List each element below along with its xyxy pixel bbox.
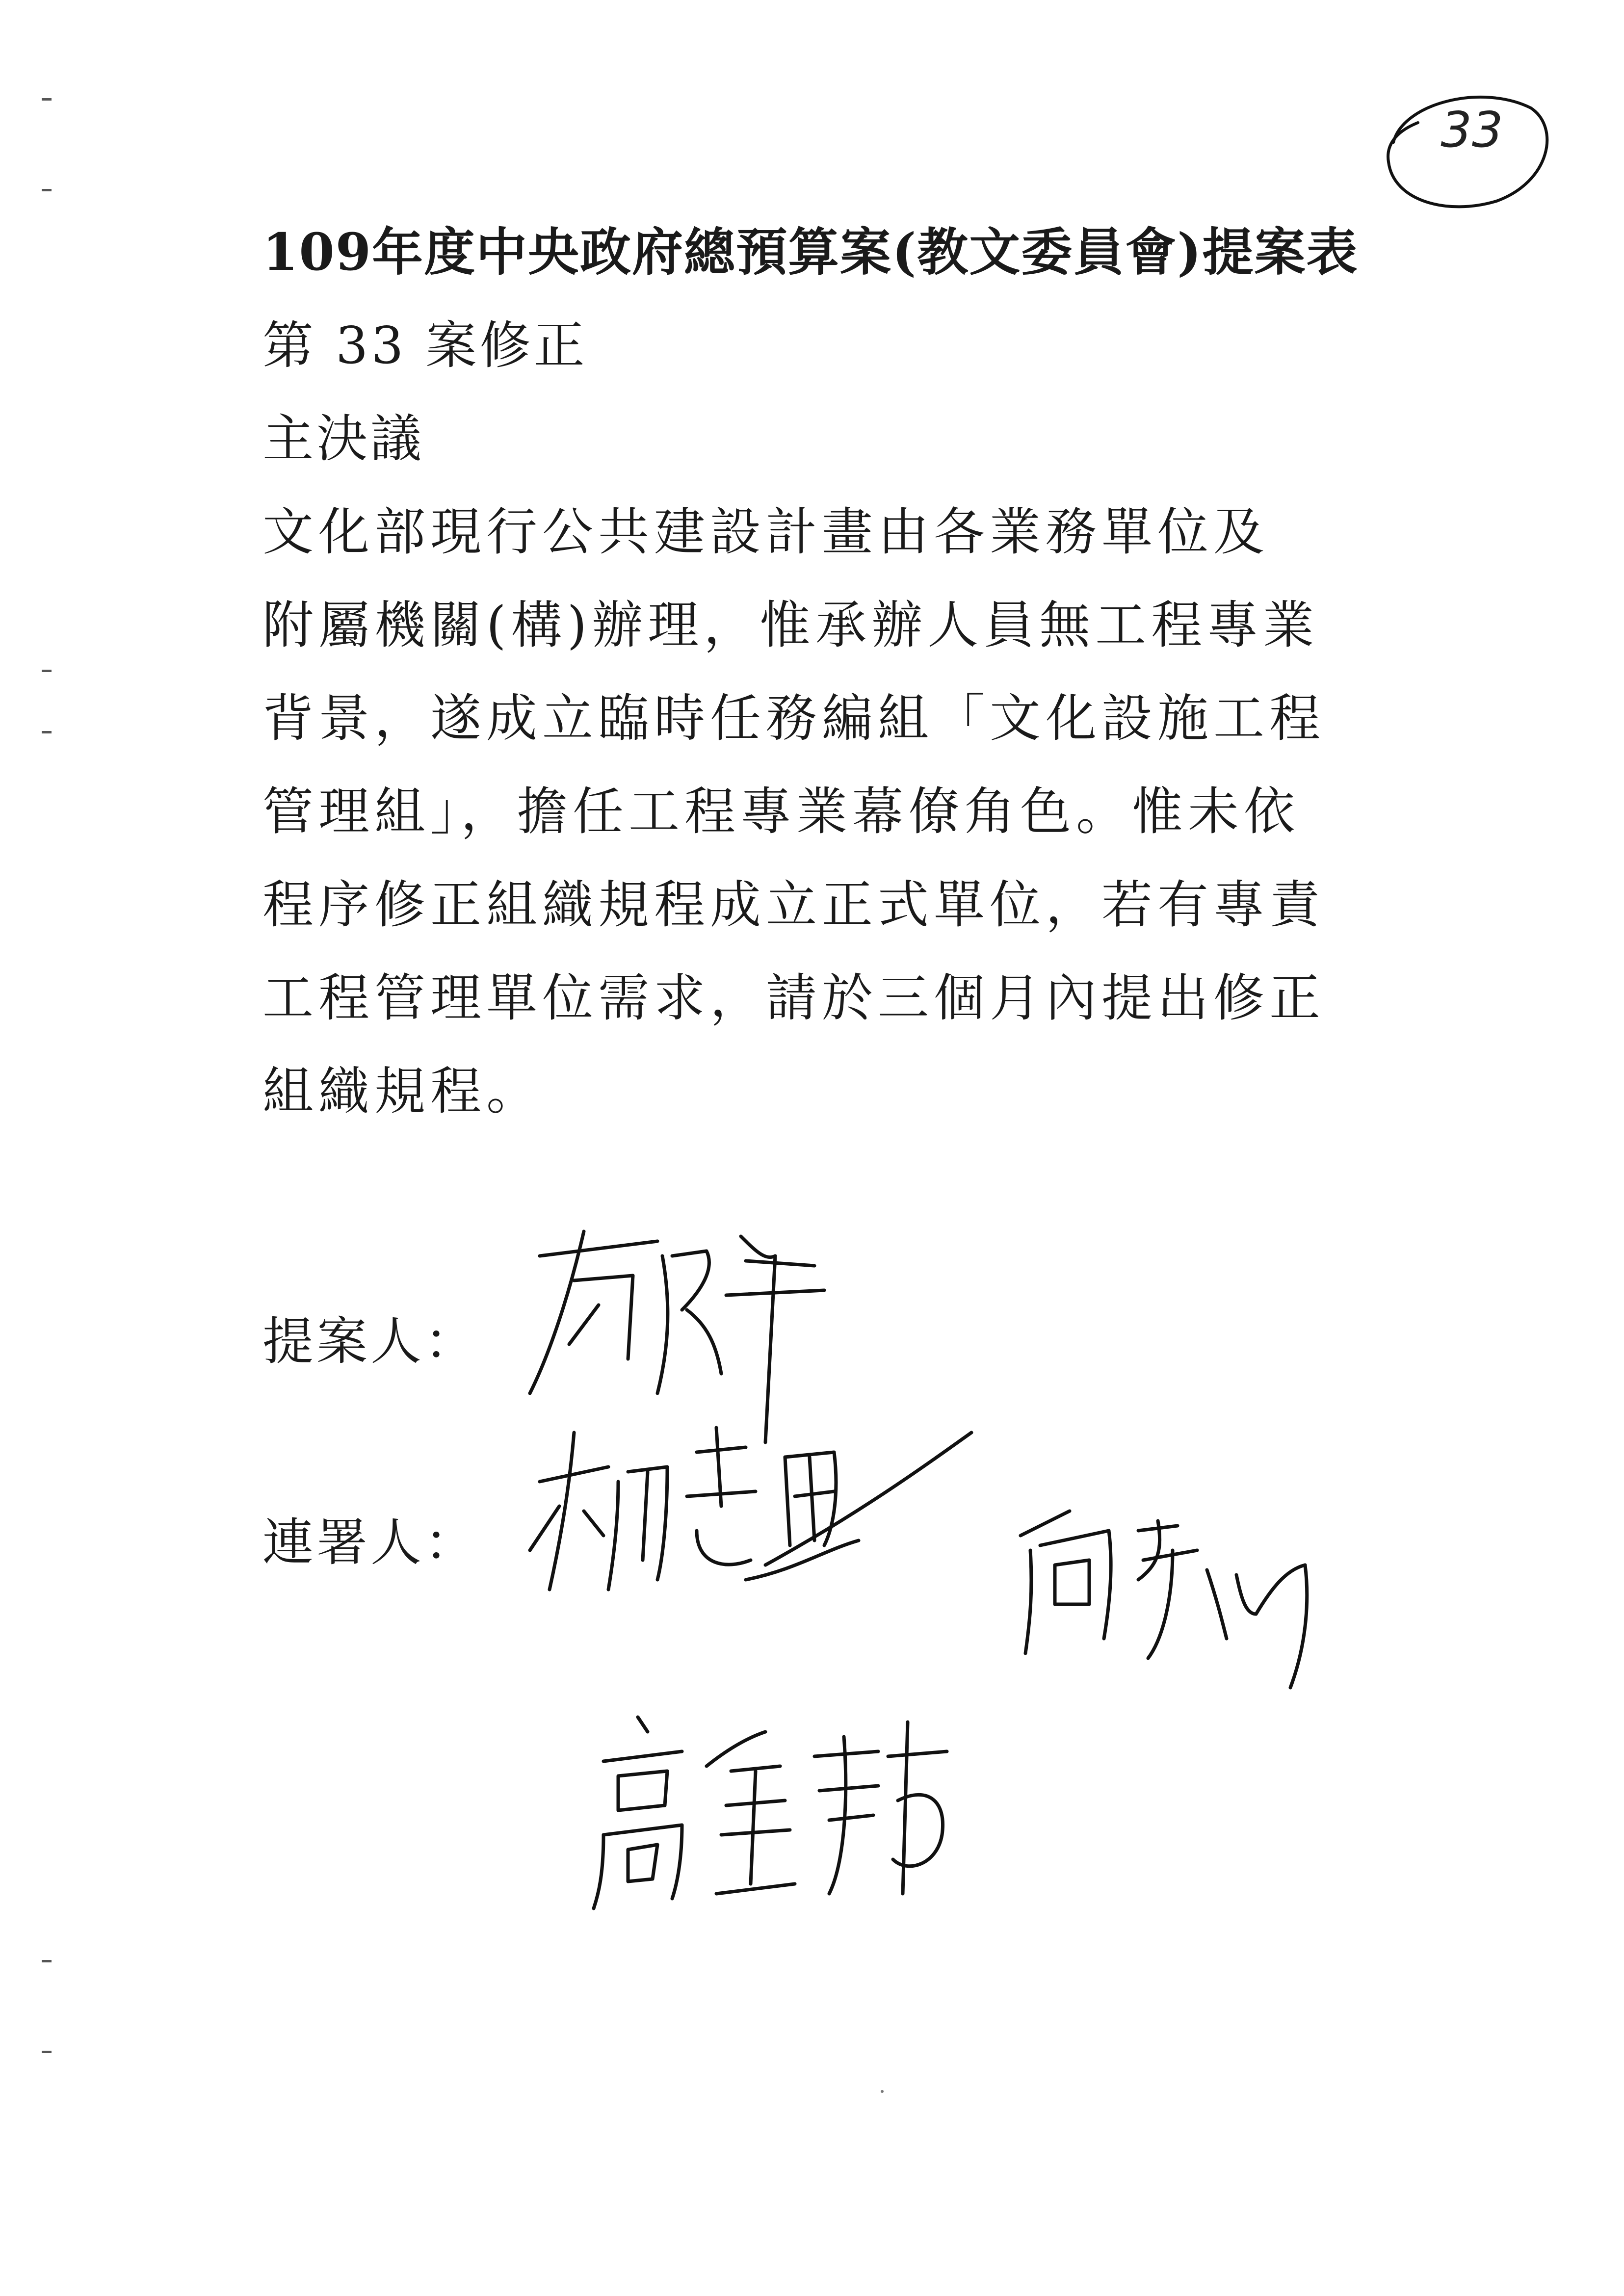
scan-mark	[42, 98, 52, 101]
scan-mark	[42, 1960, 52, 1962]
body-line: 工程管理單位需求，請於三個月內提出修正	[262, 968, 1326, 1028]
body-line: 管理組」，擔任工程專業幕僚角色。惟未依	[262, 782, 1300, 841]
case-number: 第 33 案修正	[262, 315, 588, 375]
scan-mark	[42, 189, 52, 191]
proposer-label: 提案人：	[262, 1311, 479, 1371]
body-line: 組織規程。	[262, 1061, 543, 1121]
body-line: 程序修正組織規程成立正式單位，若有專責	[262, 875, 1326, 935]
body-line: 附屬機關(構)辦理，惟承辦人員無工程專業	[262, 595, 1319, 655]
scan-mark	[42, 731, 52, 733]
body-line: 背景，遂成立臨時任務編組「文化設施工程	[262, 688, 1326, 748]
cosigner-label: 連署人：	[262, 1513, 479, 1572]
scan-mark	[42, 670, 52, 672]
resolution-heading: 主決議	[262, 409, 425, 469]
page-number: 33	[1441, 101, 1503, 158]
cosigner-signature	[584, 1688, 957, 1933]
cosigner-signature	[1011, 1491, 1344, 1707]
body-line: 文化部現行公共建設計畫由各業務單位及	[262, 502, 1270, 562]
scan-dot	[881, 2090, 884, 2093]
scan-mark	[42, 2051, 52, 2053]
document-title: 109年度中央政府總預算案(教文委員會)提案表	[262, 222, 1359, 282]
cosigner-signature	[520, 1383, 981, 1639]
